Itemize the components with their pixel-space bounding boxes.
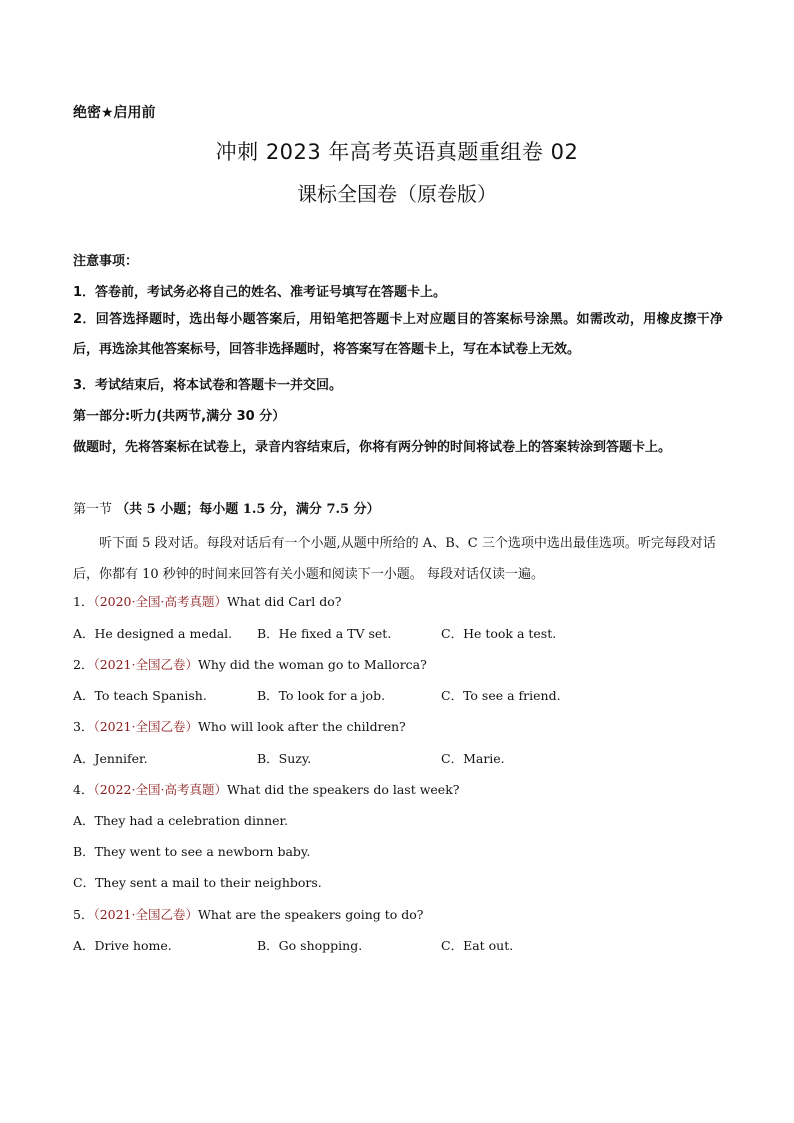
question-source: （2021·全国乙卷） <box>93 719 198 734</box>
part-title: 第一部分:听力(共两节,满分 30 分） <box>73 409 286 424</box>
question-number: 1． <box>73 594 94 609</box>
question-2 <box>73 655 427 673</box>
question-source: （2022·全国·高考真题） <box>93 782 227 797</box>
option-b: B．To look for a job. <box>257 688 386 703</box>
question-text: What did Carl do? <box>226 594 342 609</box>
section-meta: （共 5 小题；每小题 1.5 分，满分 7.5 分） <box>116 502 380 517</box>
option-b: B．They went to see a newborn baby. <box>73 844 311 859</box>
option-c: C．Marie. <box>441 751 505 766</box>
option-c: C．Eat out. <box>441 938 514 953</box>
option-a: A．To teach Spanish. <box>73 688 207 703</box>
question-number: 2． <box>73 657 94 672</box>
question-text: Who will look after the children? <box>198 719 406 734</box>
question-text: What did the speakers do last week? <box>226 782 460 797</box>
part-instruction: 做题时，先将答案标在试卷上，录音内容结束后，你将有两分钟的时间将试卷上的答案转涂到答题卡上。 <box>73 440 672 455</box>
page-subtitle: 课标全国卷（原卷版） <box>297 182 497 206</box>
option-a: A．They had a celebration dinner. <box>73 813 289 828</box>
notice-item-1: 1．答卷前，考试务必将自己的姓名、准考证号填写在答题卡上。 <box>73 285 447 300</box>
option-c: C．They sent a mail to their neighbors. <box>73 875 322 890</box>
notice-item-3: 3．考试结束后，将本试卷和答题卡一并交回。 <box>73 378 343 393</box>
option-a: A．He designed a medal. <box>73 626 233 641</box>
question-4 <box>73 780 459 798</box>
question-source: （2020·全国·高考真题） <box>93 594 227 609</box>
question-number: 5． <box>73 907 94 922</box>
option-b: B．Suzy. <box>257 751 312 766</box>
option-a: A．Jennifer. <box>73 751 148 766</box>
question-text: Why did the woman go to Mallorca? <box>198 657 427 672</box>
option-c: C．He took a test. <box>441 626 557 641</box>
section-heading <box>73 498 380 517</box>
option-c: C．To see a friend. <box>441 688 561 703</box>
question-source: （2021·全国乙卷） <box>93 657 198 672</box>
question-number: 4． <box>73 782 94 797</box>
question-number: 3． <box>73 719 94 734</box>
question-3 <box>73 717 406 735</box>
option-b: B．He fixed a TV set. <box>257 626 392 641</box>
option-b: B．Go shopping. <box>257 938 363 953</box>
section-label: 第一节 <box>73 502 113 517</box>
question-5 <box>73 905 424 923</box>
section-instruction: 听下面 5 段对话。每段对话后有一个小题,从题中所给的 A、B、C 三个选项中选出最佳选项。听完每段对话后，你都有 10 秒钟的时间来回答有关小题和阅读下一小题。 每段对话仅读一遍。 <box>73 536 716 582</box>
question-text: What are the speakers going to do? <box>198 907 424 922</box>
question-1 <box>73 592 341 610</box>
question-source: （2021·全国乙卷） <box>93 907 198 922</box>
notice-item-2: 2．回答选择题时，选出每小题答案后，用铅笔把答题卡上对应题目的答案标号涂黑。如需改动，用橡皮擦干净后，再选涂其他答案标号，回答非选择题时，将答案写在答题卡上，写在本试卷上无效。 <box>73 312 723 357</box>
option-a: A．Drive home. <box>73 938 172 953</box>
secret-mark: 绝密★启用前 <box>73 105 156 121</box>
page-title: 冲刺 2023 年高考英语真题重组卷 02 <box>215 140 579 164</box>
notices-heading: 注意事项： <box>73 254 139 269</box>
